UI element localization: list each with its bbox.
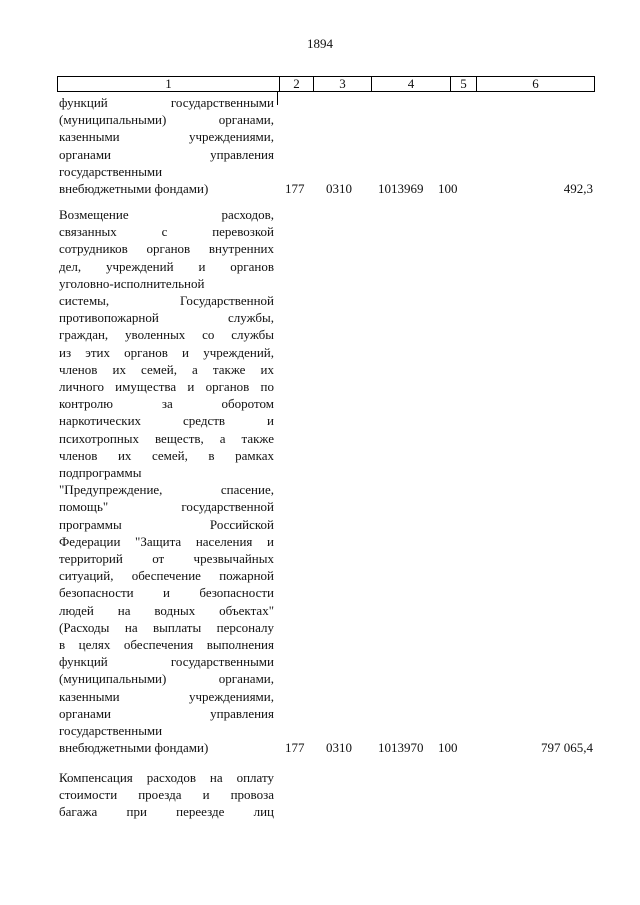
desc-line: системы, Государственной: [59, 293, 274, 309]
desc-line: ситуаций, обеспечение пожарной: [59, 568, 274, 584]
target-code: 1013969: [378, 181, 424, 197]
desc-line: казенными учреждениями,: [59, 129, 274, 145]
desc-line: из этих органов и учреждений,: [59, 344, 274, 360]
desc-line: связанных с перевозкой: [59, 224, 274, 240]
header-col-3: 3: [313, 77, 371, 91]
desc-line: членов их семей, а также их: [59, 361, 274, 377]
desc-line: государственными: [59, 163, 163, 179]
desc-line: в целях обеспечения выполнения: [59, 637, 274, 653]
admin-code: 177: [285, 740, 305, 756]
desc-line: граждан, уволенных со службы: [59, 327, 274, 343]
admin-code: 177: [285, 181, 305, 197]
desc-line: наркотических средств и: [59, 413, 274, 429]
desc-line: территорий от чрезвычайных: [59, 551, 274, 567]
desc-line: людей на водных объектах": [59, 602, 274, 618]
desc-line: функций государственными: [59, 95, 274, 110]
desc-line: противопожарной службы,: [59, 310, 274, 326]
row-description: [59, 206, 274, 757]
amount: 492,3: [563, 181, 593, 197]
desc-line: Компенсация расходов на оплату: [59, 770, 274, 785]
desc-line: контролю за оборотом: [59, 396, 274, 412]
table-header: [57, 76, 595, 92]
table-row: [59, 94, 597, 197]
table-row: [59, 206, 597, 757]
desc-line: (муниципальными) органами,: [59, 671, 274, 687]
desc-line: казенными учреждениями,: [59, 688, 274, 704]
header-col-6: 6: [476, 77, 594, 91]
desc-line: Возмещение расходов,: [59, 207, 274, 222]
desc-line: (Расходы на выплаты персоналу: [59, 619, 274, 635]
desc-line: (муниципальными) органами,: [59, 112, 274, 128]
page-number: 1894: [307, 36, 333, 51]
row-description: [59, 94, 274, 197]
desc-line: сотрудников органов внутренних: [59, 241, 274, 257]
desc-line: дел, учреждений и органов: [59, 258, 274, 274]
desc-line: функций государственными: [59, 654, 274, 670]
desc-line: безопасности и безопасности: [59, 585, 274, 601]
expense-type-code: 100: [438, 740, 458, 756]
section-code: 0310: [326, 740, 352, 756]
target-code: 1013970: [378, 740, 424, 756]
desc-line: психотропных веществ, а также: [59, 430, 274, 446]
desc-line: государственными: [59, 723, 163, 739]
header-col-2: 2: [279, 77, 313, 91]
table-row: [59, 769, 597, 821]
desc-line: членов их семей, в рамках: [59, 447, 274, 463]
desc-line: помощь" государственной: [59, 499, 274, 515]
amount: 797 065,4: [541, 740, 593, 756]
desc-line: внебюджетными фондами): [59, 740, 209, 756]
desc-line: багажа при переезде лиц: [59, 804, 274, 820]
row-description: [59, 769, 274, 821]
desc-line: подпрограммы: [59, 465, 142, 481]
header-col-1: 1: [165, 76, 172, 91]
desc-line: Федерации "Защита населения и: [59, 533, 274, 549]
desc-line: "Предупреждение, спасение,: [59, 482, 274, 498]
desc-line: программы Российской: [59, 516, 274, 532]
desc-line: внебюджетными фондами): [59, 181, 209, 197]
header-col-4: 4: [371, 77, 450, 91]
desc-line: органами управления: [59, 705, 274, 721]
expense-type-code: 100: [438, 181, 458, 197]
desc-line: личного имущества и органов по: [59, 379, 274, 395]
section-code: 0310: [326, 181, 352, 197]
desc-line: органами управления: [59, 146, 274, 162]
desc-line: уголовно-исполнительной: [59, 275, 205, 291]
desc-line: стоимости проезда и провоза: [59, 787, 274, 803]
header-col-5: 5: [450, 77, 476, 91]
